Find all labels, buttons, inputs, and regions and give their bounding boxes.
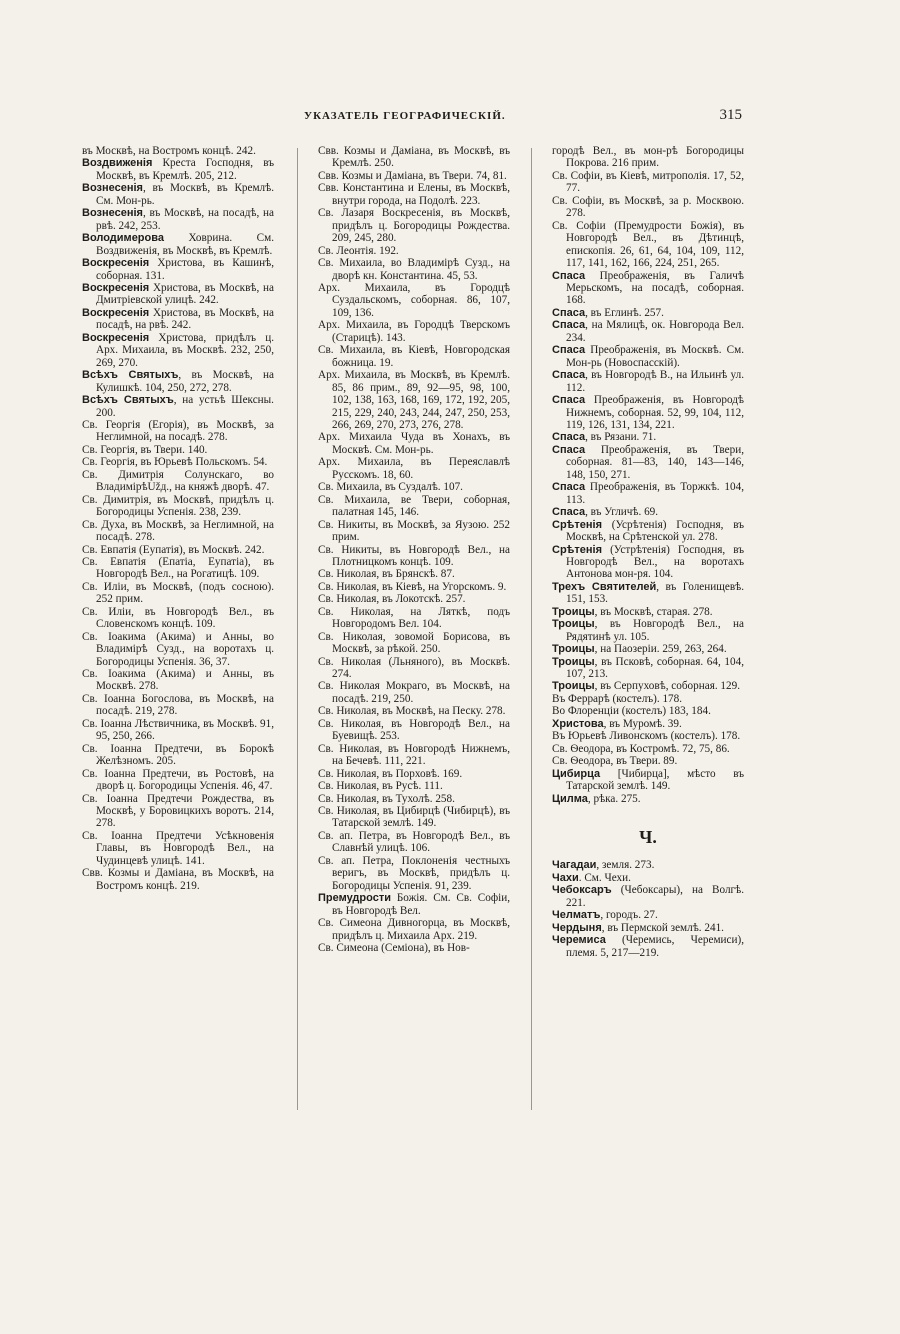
index-entry (82, 793, 274, 830)
index-entry (318, 257, 510, 282)
index-entry (82, 157, 274, 182)
entry-headword: Вознесенія (82, 182, 143, 195)
entry-text: Св. Никиты, въ Новгородѣ Вел., на Плотницкомъ концѣ. 109. (318, 543, 510, 568)
index-entry (82, 556, 274, 581)
entry-text: Св. Симеона Дивногорца, въ Москвѣ, придѣлъ ц. Михаила Арх. 219. (318, 917, 510, 942)
index-entry (318, 830, 510, 855)
index-entry (318, 481, 510, 493)
entry-text: , въ Голенищевѣ. 151, 153. (566, 580, 744, 606)
entry-text: Св. Ѳеодора, въ Твери. 89. (552, 755, 678, 768)
entry-text: , въ Угличѣ. 69. (585, 506, 659, 519)
index-entry (552, 768, 744, 793)
index-entry (82, 469, 274, 494)
index-entry (318, 494, 510, 519)
entry-text: Креста Господня, въ Москвѣ, въ Кремлѣ. 205, 212. (96, 157, 274, 182)
entry-headword: Воскресенія (82, 306, 150, 319)
entry-text: , земля. 273. (596, 859, 655, 872)
index-entry (552, 705, 744, 717)
index-entry (552, 319, 744, 344)
index-entry (552, 519, 744, 544)
entry-headword: Спаса (552, 344, 586, 357)
index-entry (552, 195, 744, 220)
entry-headword: Всѣхъ Святыхъ (82, 394, 174, 407)
index-entry (318, 743, 510, 768)
index-entry (552, 307, 744, 319)
index-entry (552, 755, 744, 767)
entry-headword: Вознесенія (82, 207, 143, 220)
index-entry (552, 170, 744, 195)
entry-text: . См. Чехи. (578, 871, 631, 884)
index-entry (82, 768, 274, 793)
index-entry (552, 730, 744, 742)
page-number: 315 (719, 107, 742, 123)
index-entry (318, 344, 510, 369)
entry-text: Христова, придѣлъ ц. Арх. Михаила, въ Москвѣ. 232, 250, 269, 270. (96, 331, 274, 369)
entry-text: Св. Никиты, въ Москвѣ, за Яузою. 252 прим. (318, 518, 510, 544)
entry-text: Св. Михаила, ве Твери, соборная, палатная 145, 146. (318, 493, 510, 519)
entry-text: Св. Николая, въ Русѣ. 111. (318, 780, 443, 793)
index-entry (318, 170, 510, 182)
entry-headword: Срѣтенія (552, 543, 603, 556)
index-entry (318, 182, 510, 207)
entry-text: Св. Евпатія (Еупатія), въ Москвѣ. 242. (82, 543, 265, 556)
entry-text: Арх. Михаила Чуда въ Хонахъ, въ Москвѣ. См. Мон-рь. (318, 431, 510, 456)
index-entry (318, 581, 510, 593)
index-entry (82, 718, 274, 743)
entry-headword: Премудрости (318, 892, 391, 905)
entry-text: городѣ Вел., въ мон-рѣ Богородицы Покрова. 216 прим. (552, 145, 744, 170)
entry-text: (Черемись, Черемиси), племя. 5, 217—219. (566, 934, 744, 959)
entry-text: (Устрѣтенія) Господня, въ Новгородѣ Вел., на воротахъ Антонова мон-ря. 104. (566, 543, 744, 581)
entry-text: , на устьѣ Шексны. 200. (96, 394, 274, 419)
entry-text: Св. Николая, въ Цибирцѣ (Чибирцѣ), въ Татарской землѣ. 149. (318, 805, 510, 830)
index-entry (318, 805, 510, 830)
entry-text: Св. Николая, въ Брянскѣ. 87. (318, 568, 455, 581)
entry-text: Преображенія, въ Москвѣ. См. Мон-рь (Новоспасскій). (566, 344, 744, 369)
index-entry (552, 718, 744, 730)
entry-headword: Спаса (552, 394, 586, 407)
index-column-3-entries (552, 145, 744, 805)
entry-text: Св. Георгія, въ Юрьевѣ Польскомъ. 54. (82, 456, 268, 469)
entry-text: , въ Муромѣ. 39. (603, 717, 682, 730)
column-divider (531, 148, 532, 1110)
entry-headword: Володимерова (82, 232, 164, 245)
index-entry (552, 444, 744, 481)
entry-text: , въ Пермской землѣ. 241. (601, 921, 724, 934)
entry-headword: Воскресенія (82, 331, 150, 344)
index-column-2 (318, 145, 510, 954)
index-entry (552, 145, 744, 170)
entry-text: , въ Псковѣ, соборная. 64, 104, 107, 213. (566, 655, 744, 681)
index-entry (82, 207, 274, 232)
index-entry (552, 909, 744, 921)
index-entry (318, 780, 510, 792)
index-entry (318, 606, 510, 631)
entry-text: , рѣка. 275. (587, 792, 641, 805)
entry-text: , въ Москвѣ, на посадѣ, на рвѣ. 242, 253. (96, 207, 274, 232)
entry-text: Св. Софіи (Премудрости Божія), въ Новгородѣ Вел., въ Дѣтинцѣ, епископія. 26, 61, 64, 104, 109, 112, 117, 141, 162, 166, 224, 251, 265. (552, 219, 744, 270)
entry-text: Ховрина. См. Воздвиженія, въ Москвѣ, въ Кремлѣ. (96, 232, 274, 257)
index-entry (82, 830, 274, 867)
entry-text: Св. Николая, въ Порховѣ. 169. (318, 767, 463, 780)
entry-headword: Воскресенія (82, 257, 150, 270)
entry-text: Преображенія, въ Галичѣ Мерьскомъ, на посадѣ, соборная. 168. (566, 269, 744, 307)
index-entry (318, 855, 510, 892)
entry-text: Св. Николая Мокраго, въ Москвѣ, на посадѣ. 219, 250. (318, 680, 510, 705)
entry-text: (Чебоксары), на Волгѣ. 221. (566, 884, 744, 909)
index-entry (552, 369, 744, 394)
entry-text: Св. Іоанна Предтечи, въ Борокѣ Желѣзномъ. 205. (82, 742, 274, 768)
entry-text: Св. Іоакима (Акима) и Анны, во Владимірѣ Сузд., на воротахъ ц. Богородицы Успенія. 36, 37. (82, 630, 274, 668)
entry-text: , въ Москвѣ, въ Кремлѣ. См. Мон-рь. (96, 182, 274, 207)
index-entry (318, 705, 510, 717)
index-entry (318, 593, 510, 605)
index-entry (552, 859, 744, 871)
index-entry (552, 693, 744, 705)
entry-text: Св. Николая, въ Кіевѣ, на Угорскомъ. 9. (318, 580, 507, 593)
entry-headword: Троицы (552, 680, 595, 693)
entry-headword: Челматъ (552, 909, 601, 922)
index-column-3-ch-entries (552, 859, 744, 959)
entry-headword: Черемиса (552, 934, 606, 947)
index-entry (82, 519, 274, 544)
entry-text: Св. Іоанна Предтечи, въ Ростовѣ, на дворѣ ц. Богородицы Успенія. 46, 47. (82, 767, 274, 793)
entry-text: Св. Димитрія Солунскаго, во ВладимірѣUžд., на княжѣ дворѣ. 47. (82, 468, 274, 494)
index-entry (318, 718, 510, 743)
index-entry (318, 369, 510, 431)
entry-text: Во Флоренціи (костелъ) 183, 184. (552, 705, 711, 718)
entry-text: въ Москвѣ, на Востромъ концѣ. 242. (82, 145, 256, 157)
entry-text: Св. ап. Петра, Поклоненія честныхъ веригъ, въ Москвѣ, придѣлъ ц. Богородицы Успенія. 91, 239. (318, 854, 510, 892)
index-entry (82, 282, 274, 307)
entry-headword: Чердыня (552, 921, 602, 934)
entry-text: Христова, въ Москвѣ, на Дмитріевской улицѣ. 242. (96, 281, 274, 307)
index-entry (318, 282, 510, 319)
entry-text: Божія. См. Св. Софіи, въ Новгородѣ Вел. (332, 892, 510, 917)
index-entry (82, 494, 274, 519)
index-entry (318, 917, 510, 942)
entry-text: Св. Николая, въ Локотскѣ. 257. (318, 593, 466, 606)
entry-text: Христова, въ Кашинѣ, соборная. 131. (96, 257, 274, 282)
entry-text: Св. Георгія, въ Твери. 140. (82, 443, 208, 456)
entry-text: Св. Іоанна Богослова, въ Москвѣ, на посадѣ. 219, 278. (82, 692, 274, 718)
entry-headword: Троицы (552, 605, 595, 618)
entry-text: Св. Николая, въ Тухолѣ. 258. (318, 792, 455, 805)
index-entry (552, 220, 744, 270)
entry-text: Св. Іоакима (Акима) и Анны, въ Москвѣ. 278. (82, 668, 274, 693)
index-entry (552, 431, 744, 443)
index-entry (318, 145, 510, 170)
index-entry (552, 581, 744, 606)
entry-headword: Спаса (552, 481, 586, 494)
entry-headword: Спаса (552, 443, 586, 456)
index-entry (318, 768, 510, 780)
index-entry (82, 332, 274, 369)
entry-headword: Всѣхъ Святыхъ (82, 369, 179, 382)
section-letter: Ч. (639, 827, 657, 848)
entry-text: Преображенія, въ Торжкѣ. 104, 113. (566, 481, 744, 506)
entry-text: , въ Москвѣ, на Кулишкѣ. 104, 250, 272, 278. (96, 369, 274, 394)
entry-text: , въ Москвѣ, старая. 278. (594, 605, 713, 618)
index-entry (82, 743, 274, 768)
page-header (82, 107, 742, 130)
entry-text: Свв. Козмы и Даміана, въ Твери. 74, 81. (318, 169, 507, 182)
entry-text: Св. Михаила, во Владимірѣ Сузд., на дворѣ кн. Константина. 45, 53. (318, 257, 510, 282)
entry-headword: Троицы (552, 618, 595, 631)
entry-headword: Цилма (552, 792, 588, 805)
index-entry (552, 544, 744, 581)
entry-text: Въ Юрьевѣ Ливонскомъ (костелъ). 178. (552, 730, 741, 743)
index-entry (318, 544, 510, 569)
entry-text: Арх. Михаила, въ Городцѣ Суздальскомъ, соборная. 86, 107, 109, 136. (318, 281, 510, 319)
index-entry (552, 394, 744, 431)
entry-text: Христова, въ Москвѣ, на посадѣ, на рвѣ. 242. (96, 306, 274, 332)
index-entry (552, 481, 744, 506)
index-entry (552, 922, 744, 934)
index-entry (552, 743, 744, 755)
entry-headword: Спаса (552, 431, 586, 444)
entry-text: Св. Іоанна Предтечи Рождества, въ Москвѣ, у Боровицкихъ воротъ. 214, 278. (82, 792, 274, 830)
entry-text: Св. Михаила, въ Суздалѣ. 107. (318, 481, 463, 494)
index-entry (552, 506, 744, 518)
entry-text: Арх. Михаила, въ Переяславлѣ Русскомъ. 18, 60. (318, 456, 510, 481)
entry-text: Св. Николая, зовомой Борисова, въ Москвѣ, за рѣкой. 250. (318, 630, 510, 656)
index-entry (552, 643, 744, 655)
entry-headword: Спаса (552, 306, 586, 319)
entry-text: Св. Евпатія (Епатіа, Еупатіа), въ Новгородѣ Вел., на Рогатицѣ. 109. (82, 555, 274, 581)
entry-text: Св. Николая, въ Новгородѣ Нижнемъ, на Бечевѣ. 111, 221. (318, 742, 510, 768)
entry-text: (Усрѣтенія) Господня, въ Москвѣ, на Срѣтенской ул. 278. (566, 518, 744, 544)
entry-headword: Воздвиженія (82, 157, 153, 170)
entry-headword: Цибирца (552, 767, 601, 780)
index-entry (552, 793, 744, 805)
index-entry (552, 680, 744, 692)
entry-text: Св. Георгія (Егорія), въ Москвѣ, за Неглимной, на посадѣ. 278. (82, 418, 274, 444)
entry-text: Св. Николая, въ Новгородѣ Вел., на Буевищѣ. 253. (318, 717, 510, 743)
entry-headword: Чагадаи (552, 859, 597, 872)
entry-text: , въ Новгородѣ В., на Ильинѣ ул. 112. (566, 369, 744, 394)
index-entry (82, 867, 274, 892)
entry-text: Св. Іоанна Предтечи Усѣкновенія Главы, въ Новгородѣ Вел., на Чудинцевѣ улицѣ. 141. (82, 829, 274, 867)
entry-text: Св. ап. Петра, въ Новгородѣ Вел., въ Славнѣй улицѣ. 106. (318, 829, 510, 855)
entry-text: , на Паозеріи. 259, 263, 264. (594, 643, 727, 656)
index-entry (318, 456, 510, 481)
entry-headword: Спаса (552, 506, 586, 519)
index-entry (82, 544, 274, 556)
entry-text: Свв. Козмы и Даміана, въ Москвѣ, на Востромъ концѣ. 219. (82, 867, 274, 892)
index-entry (318, 245, 510, 257)
index-entry (82, 606, 274, 631)
entry-text: Арх. Михаила, въ Москвѣ, въ Кремлѣ. 85, 86 прим., 89, 92—95, 98, 100, 102, 138, 163, 168, 169, 172, 192, 205, 215, 229, 240, 243, 244, 247, 250, 253, 266, 269, 270, 273, 276, 278. (318, 369, 510, 431)
entry-text: Свв. Константина и Елены, въ Москвѣ, внутри города, на Подолѣ. 223. (318, 182, 510, 207)
entry-text: Въ Феррарѣ (костелъ). 178. (552, 692, 683, 705)
entry-headword: Срѣтенія (552, 518, 603, 531)
index-entry (82, 257, 274, 282)
index-entry (318, 568, 510, 580)
index-entry (82, 668, 274, 693)
entry-text: Св. Николая (Льняного), въ Москвѣ. 274. (318, 655, 510, 681)
entry-text: , въ Новгородѣ Вел., на Рядятинѣ ул. 105. (566, 618, 744, 643)
index-column-3 (552, 145, 744, 959)
entry-text: Св. Симеона (Семіона), въ Нов- (318, 942, 470, 954)
index-entry (552, 656, 744, 681)
entry-text: , въ Серпуховѣ, соборная. 129. (594, 680, 741, 693)
entry-headword: Трехъ Святителей (552, 580, 657, 593)
entry-headword: Спаса (552, 319, 586, 332)
entry-text: Арх. Михаила, въ Городцѣ Тверскомъ (Старицѣ). 143. (318, 319, 510, 344)
entry-text: [Чибирца], мѣсто въ Татарской землѣ. 149. (566, 767, 744, 793)
entry-text: Преображенія, въ Твери, соборная. 81—83, 140, 143—146, 148, 150, 271. (566, 443, 744, 481)
entry-text: Св. Софіи, въ Москвѣ, за р. Москвою. 278. (552, 194, 744, 220)
entry-text: , на Мялицѣ, ок. Новгорода Вел. 234. (566, 319, 744, 344)
entry-headword: Спаса (552, 269, 586, 282)
entry-text: Св. Николая, на Ляткѣ, подъ Новгородомъ Вел. 104. (318, 605, 510, 631)
entry-text: Преображенія, въ Новгородѣ Нижнемъ, соборная. 52, 99, 104, 112, 119, 126, 131, 134, 221. (566, 394, 744, 431)
column-divider (297, 148, 298, 1110)
entry-text: Св. Димитрія, въ Москвѣ, придѣлъ ц. Богородицы Успенія. 238, 239. (82, 493, 274, 519)
index-entry (552, 884, 744, 909)
index-entry (318, 680, 510, 705)
entry-text: Св. Софіи, въ Кіевѣ, митрополія. 17, 52, 77. (552, 169, 744, 195)
index-entry (552, 934, 744, 959)
entry-headword: Воскресенія (82, 281, 150, 294)
index-entry (318, 892, 510, 917)
entry-text: Св. Иліи, въ Москвѣ, (подъ сосною). 252 прим. (82, 580, 274, 606)
index-entry (82, 307, 274, 332)
index-entry (552, 270, 744, 307)
entry-headword: Чебоксаръ (552, 884, 612, 897)
entry-text: Св. Духа, въ Москвѣ, за Неглимной, на посадѣ. 278. (82, 518, 274, 544)
entry-headword: Троицы (552, 643, 595, 656)
entry-text: Св. Ѳеодора, въ Костромѣ. 72, 75, 86. (552, 742, 730, 755)
entry-headword: Спаса (552, 369, 586, 382)
index-entry (552, 344, 744, 369)
index-column-1 (82, 145, 274, 892)
index-entry (318, 207, 510, 244)
running-title: УКАЗАТЕЛЬ ГЕОГРАФИЧЕСКІЙ. (304, 110, 506, 122)
index-entry (552, 872, 744, 884)
index-entry (82, 145, 274, 157)
index-entry (82, 581, 274, 606)
index-entry (82, 631, 274, 668)
index-entry (552, 618, 744, 643)
index-entry (318, 631, 510, 656)
index-entry (82, 444, 274, 456)
index-entry (318, 519, 510, 544)
entry-text: Св. Іоанна Лѣствичника, въ Москвѣ. 91, 95, 250, 266. (82, 717, 274, 743)
entry-text: , городъ. 27. (600, 909, 658, 922)
index-entry (82, 232, 274, 257)
entry-text: Свв. Козмы и Даміана, въ Москвѣ, въ Кремлѣ. 250. (318, 145, 510, 170)
entry-text: , въ Рязани. 71. (585, 431, 657, 444)
entry-text: Св. Лазаря Воскресенія, въ Москвѣ, придѣлъ ц. Богородицы Рождества. 209, 245, 280. (318, 207, 510, 245)
index-entry (82, 419, 274, 444)
index-entry (318, 319, 510, 344)
index-entry (82, 456, 274, 468)
index-entry (318, 431, 510, 456)
entry-text: Св. Иліи, въ Новгородѣ Вел., въ Словенскомъ концѣ. 109. (82, 605, 274, 631)
entry-text: , въ Еглинѣ. 257. (585, 306, 664, 319)
index-entry (82, 394, 274, 419)
index-entry (318, 656, 510, 681)
index-entry (318, 793, 510, 805)
entry-text: Св. Михаила, въ Кіевѣ, Новгородская божница. 19. (318, 344, 510, 369)
entry-text: Св. Леонтія. 192. (318, 244, 399, 257)
index-entry (82, 369, 274, 394)
index-entry (318, 942, 510, 954)
index-entry (82, 182, 274, 207)
entry-headword: Чахи (552, 871, 579, 884)
index-entry (82, 693, 274, 718)
entry-text: Св. Николая, въ Москвѣ, на Песку. 278. (318, 705, 506, 718)
index-entry (552, 606, 744, 618)
entry-headword: Троицы (552, 655, 595, 668)
entry-headword: Христова (552, 717, 604, 730)
